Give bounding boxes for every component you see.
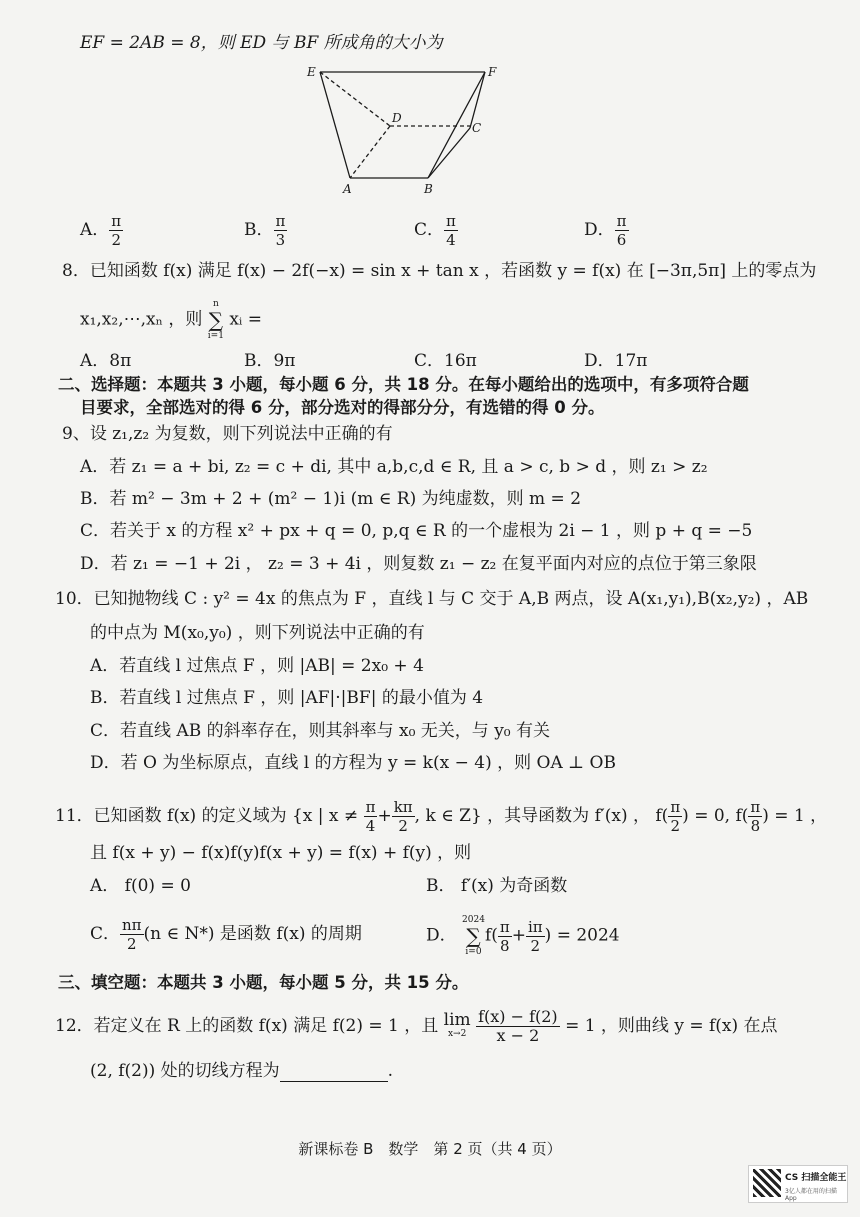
fig-label-d: D: [392, 111, 402, 125]
q7-option-b: B． $\frac{\pi}{3}$: [244, 212, 286, 249]
q8-option-c: C．16π: [414, 351, 477, 371]
scanner-watermark: [748, 1165, 848, 1203]
q7-stem: EF = 2AB = 8，则 ED 与 BF 所成角的大小为: [80, 33, 443, 53]
q9-option-b: B．若 m² − 3m + 2 + (m² − 1)i (m ∈ R) 为纯虚数，则 m = 2: [80, 489, 582, 509]
q10-option-a: A．若直线 l 过焦点 F ，则 |AB| = 2x₀ + 4: [90, 656, 424, 676]
q10-line1: 10．已知抛物线 C : y² = 4x 的焦点为 F ，直线 l 与 C 交于 A,B 两点，设 A(x₁,y₁),B(x₂,y₂) ，AB: [55, 589, 809, 609]
q8-option-b: B．9π: [244, 351, 296, 371]
fig-label-e: E: [307, 65, 316, 79]
q12-line2: (2, f(2)) 处的切线方程为 .: [90, 1061, 394, 1081]
qr-code-icon: [753, 1169, 781, 1197]
section2-heading: 二、选择题：本题共 3 小题，每小题 6 分，共 18 分。在每小题给出的选项中，有多项符合题: [58, 375, 749, 394]
q11-line1: 11．已知函数 f(x) 的定义域为 {x | x ≠ $\frac{\pi}{4}$ + $\frac{k\pi}{2}$ , k ∈ Z} ，其导函数为 f′(x) ， f( $\frac{\pi}{2}$ ) = 0, f( $\frac{\pi}{8}$ ) = 1 ，: [55, 798, 828, 835]
q12-line1: 12．若定义在 R 上的函数 f(x) 满足 f(2) = 1 ，且 lim x→2 $\frac{f(x) - f(2)}{x - 2}$ = 1 ，则曲线 y = f(x) 在点: [55, 1007, 778, 1045]
q7-option-a: A． $\frac{\pi}{2}$: [80, 212, 122, 249]
q10-option-d: D．若 O 为坐标原点，直线 l 的方程为 y = k(x − 4) ，则 OA ⊥ OB: [90, 753, 616, 773]
fig-label-c: C: [472, 121, 482, 135]
q8-line1: 8．已知函数 f(x) 满足 f(x) − 2f(−x) = sin x + tan x ，若函数 y = f(x) 在 [−3π,5π] 上的零点为: [62, 261, 817, 281]
q9-option-a: A．若 z₁ = a + bi, z₂ = c + di, 其中 a,b,c,d ∈ R, 且 a > c, b > d ，则 z₁ > z₂: [80, 457, 708, 477]
q11-line2: 且 f(x + y) − f(x)f(y)f(x + y) = f(x) + f(y) ，则: [90, 843, 472, 863]
answer-blank[interactable]: [280, 1063, 388, 1082]
q11-option-c: C． $\frac{n\pi}{2}$ (n ∈ N*) 是函数 f(x) 的周期: [90, 916, 362, 953]
section3-heading: 三、填空题：本题共 3 小题，每小题 5 分，共 15 分。: [58, 973, 469, 992]
q8-line2: x₁,x₂,⋯,xₙ ，则 n ∑ i=1 xᵢ =: [80, 299, 262, 341]
q11-option-a: A． f(0) = 0: [90, 876, 191, 896]
watermark-sub: 3亿人都在用的扫描App: [785, 1188, 837, 1202]
q9-stem: 9、设 z₁,z₂ 为复数，则下列说法中正确的有: [62, 424, 393, 444]
q10-line2: 的中点为 M(x₀,y₀) ，则下列说法中正确的有: [90, 623, 425, 643]
q10-option-b: B．若直线 l 过焦点 F ，则 |AF|·|BF| 的最小值为 4: [90, 688, 484, 708]
fig-label-f: F: [488, 65, 497, 79]
q7-option-d: D． $\frac{\pi}{6}$: [584, 212, 627, 249]
fig-label-b: B: [424, 182, 433, 196]
q9-option-d: D．若 z₁ = −1 + 2i ， z₂ = 3 + 4i ，则复数 z₁ − z₂ 在复平面内对应的点位于第三象限: [80, 554, 757, 574]
watermark-logo: CS 扫描全能王: [785, 1173, 847, 1183]
q7-option-c: C． $\frac{\pi}{4}$: [414, 212, 456, 249]
q11-option-b: B． f′(x) 为奇函数: [426, 876, 568, 896]
q11-option-d: D． 2024 ∑ i=0 f( $\frac{\pi}{8}$ + $\frac{i\pi}{2}$ ) = 2024: [426, 915, 620, 957]
q8-option-a: A．8π: [80, 351, 132, 371]
page-footer: 新课标卷 B 数学 第 2 页（共 4 页）: [298, 1140, 562, 1158]
q8-option-d: D．17π: [584, 351, 648, 371]
q10-option-c: C．若直线 AB 的斜率存在，则其斜率与 x₀ 无关，与 y₀ 有关: [90, 721, 551, 741]
q9-option-c: C．若关于 x 的方程 x² + px + q = 0, p,q ∈ R 的一个虚根为 2i − 1 ，则 p + q = −5: [80, 521, 753, 541]
q7-figure: [300, 60, 510, 200]
fig-label-a: A: [343, 182, 352, 196]
section2-heading-cont: 目要求，全部选对的得 6 分，部分选对的得部分分，有选错的得 0 分。: [80, 398, 605, 417]
